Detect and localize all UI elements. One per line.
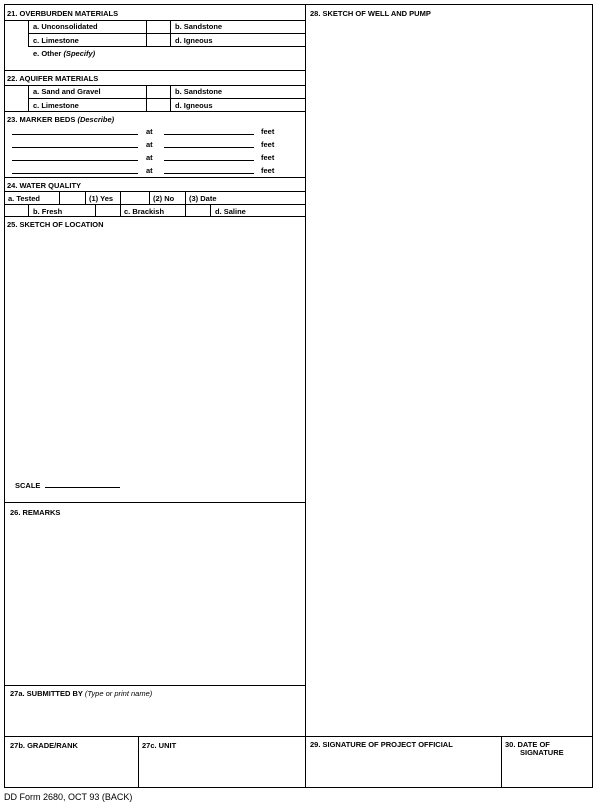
aquifer-sand-gravel-label: a. Sand and Gravel xyxy=(33,87,101,96)
water-quality-title: 24. WATER QUALITY xyxy=(7,181,82,190)
water-quality-no-checkbox[interactable] xyxy=(121,192,149,204)
marker-bed-at-label-2: at xyxy=(146,140,153,149)
overburden-limestone-label: c. Limestone xyxy=(33,36,79,45)
aquifer-title: 22. AQUIFER MATERIALS xyxy=(7,74,99,83)
water-quality-bottom-rule xyxy=(4,216,305,217)
wq-line-2 xyxy=(85,191,86,204)
marker-bed-depth-line-1[interactable] xyxy=(164,134,254,135)
aquifer-sandstone-checkbox[interactable] xyxy=(147,86,170,98)
sketch-well-title: 28. SKETCH OF WELL AND PUMP xyxy=(310,9,431,18)
wq-line-8 xyxy=(120,204,121,216)
overburden-other-input[interactable] xyxy=(28,47,305,69)
marker-bed-description-line-1[interactable] xyxy=(12,134,138,135)
water-quality-tested-label: a. Tested xyxy=(8,194,40,203)
aquifer-sandstone-label: b. Sandstone xyxy=(175,87,223,96)
aquifer-sand-gravel-checkbox[interactable] xyxy=(4,86,28,98)
aquifer-limestone-checkbox[interactable] xyxy=(4,99,28,111)
overburden-unconsolidated-label: a. Unconsolidated xyxy=(33,22,98,31)
date-signature-label-line-2: SIGNATURE xyxy=(520,748,564,757)
marker-beds-note: (Describe) xyxy=(77,115,115,124)
unit-label: 27c. UNIT xyxy=(142,741,177,750)
marker-bed-depth-line-2[interactable] xyxy=(164,147,254,148)
remarks-bottom-rule xyxy=(4,685,305,686)
marker-bed-at-label-1: at xyxy=(146,127,153,136)
water-quality-saline-checkbox[interactable] xyxy=(186,205,210,216)
marker-bed-depth-line-3[interactable] xyxy=(164,160,254,161)
submitted-by-note: (Type or print name) xyxy=(84,689,153,698)
column-divider xyxy=(305,4,306,788)
wq-line-6 xyxy=(28,204,29,216)
remarks-area[interactable] xyxy=(5,518,304,684)
water-quality-fresh-label: b. Fresh xyxy=(33,207,63,216)
water-quality-no-label: (2) No xyxy=(153,194,175,203)
marker-bed-feet-label-4: feet xyxy=(261,166,275,175)
water-quality-date-input[interactable] xyxy=(225,192,305,204)
overburden-other-label: e. Other (Specify) xyxy=(33,49,96,58)
sketch-well-area[interactable] xyxy=(307,20,592,735)
submitted-by-input[interactable] xyxy=(5,700,304,735)
sketch-location-scale-label: SCALE xyxy=(15,481,41,490)
sketch-location-bottom-rule xyxy=(4,502,305,503)
date-signature-label-line-1: 30. DATE OF xyxy=(505,740,550,749)
signature-label: 29. SIGNATURE OF PROJECT OFFICIAL xyxy=(310,740,453,749)
marker-bed-depth-line-4[interactable] xyxy=(164,173,254,174)
overburden-igneous-label: d. Igneous xyxy=(175,36,213,45)
overburden-other-note: (Specify) xyxy=(63,49,96,58)
overburden-unconsolidated-checkbox[interactable] xyxy=(4,21,28,33)
marker-beds-title: 23. MARKER BEDS (Describe) xyxy=(7,115,115,124)
overburden-sandstone-label: b. Sandstone xyxy=(175,22,223,31)
aquifer-igneous-checkbox[interactable] xyxy=(147,99,170,111)
submitted-by-label: 27a. SUBMITTED BY (Type or print name) xyxy=(10,689,153,698)
grade-rank-label: 27b. GRADE/RANK xyxy=(10,741,78,750)
marker-bed-at-label-4: at xyxy=(146,166,153,175)
sketch-location-scale-line[interactable] xyxy=(45,487,120,488)
marker-bed-feet-label-3: feet xyxy=(261,153,275,162)
water-quality-brackish-checkbox[interactable] xyxy=(96,205,120,216)
water-quality-brackish-label: c. Brackish xyxy=(124,207,165,216)
water-quality-date-label: (3) Date xyxy=(189,194,217,203)
wq-line-10 xyxy=(210,204,211,216)
grade-rank-input[interactable] xyxy=(5,752,137,786)
overburden-sandstone-checkbox[interactable] xyxy=(147,21,170,33)
overburden-bottom-rule xyxy=(4,70,305,71)
water-quality-yes-checkbox[interactable] xyxy=(60,192,85,204)
marker-bed-feet-label-2: feet xyxy=(261,140,275,149)
marker-bed-at-label-3: at xyxy=(146,153,153,162)
water-quality-fresh-checkbox[interactable] xyxy=(4,205,28,216)
water-quality-mid-rule xyxy=(4,204,305,205)
aquifer-igneous-label: d. Igneous xyxy=(175,101,213,110)
unit-input[interactable] xyxy=(139,752,304,786)
marker-bed-feet-label-1: feet xyxy=(261,127,275,136)
overburden-limestone-checkbox[interactable] xyxy=(4,34,28,46)
marker-bed-description-line-4[interactable] xyxy=(12,173,138,174)
overburden-title: 21. OVERBURDEN MATERIALS xyxy=(7,9,119,18)
aquifer-bottom-rule xyxy=(4,111,305,112)
water-quality-saline-label: d. Saline xyxy=(215,207,246,216)
marker-beds-bottom-rule xyxy=(4,177,305,178)
aquifer-limestone-label: c. Limestone xyxy=(33,101,79,110)
wq-line-5 xyxy=(185,191,186,204)
wq-line-4 xyxy=(149,191,150,204)
date-signature-input[interactable] xyxy=(502,758,592,786)
water-quality-yes-label: (1) Yes xyxy=(89,194,114,203)
form-footer-id: DD Form 2680, OCT 93 (BACK) xyxy=(4,792,133,802)
remarks-title: 26. REMARKS xyxy=(10,508,61,517)
marker-bed-description-line-3[interactable] xyxy=(12,160,138,161)
signature-input[interactable] xyxy=(307,751,500,786)
overburden-igneous-checkbox[interactable] xyxy=(147,34,170,46)
submitted-by-bottom-rule xyxy=(4,736,593,737)
sketch-location-title: 25. SKETCH OF LOCATION xyxy=(7,220,104,229)
marker-bed-description-line-2[interactable] xyxy=(12,147,138,148)
sketch-location-area[interactable] xyxy=(5,230,304,500)
